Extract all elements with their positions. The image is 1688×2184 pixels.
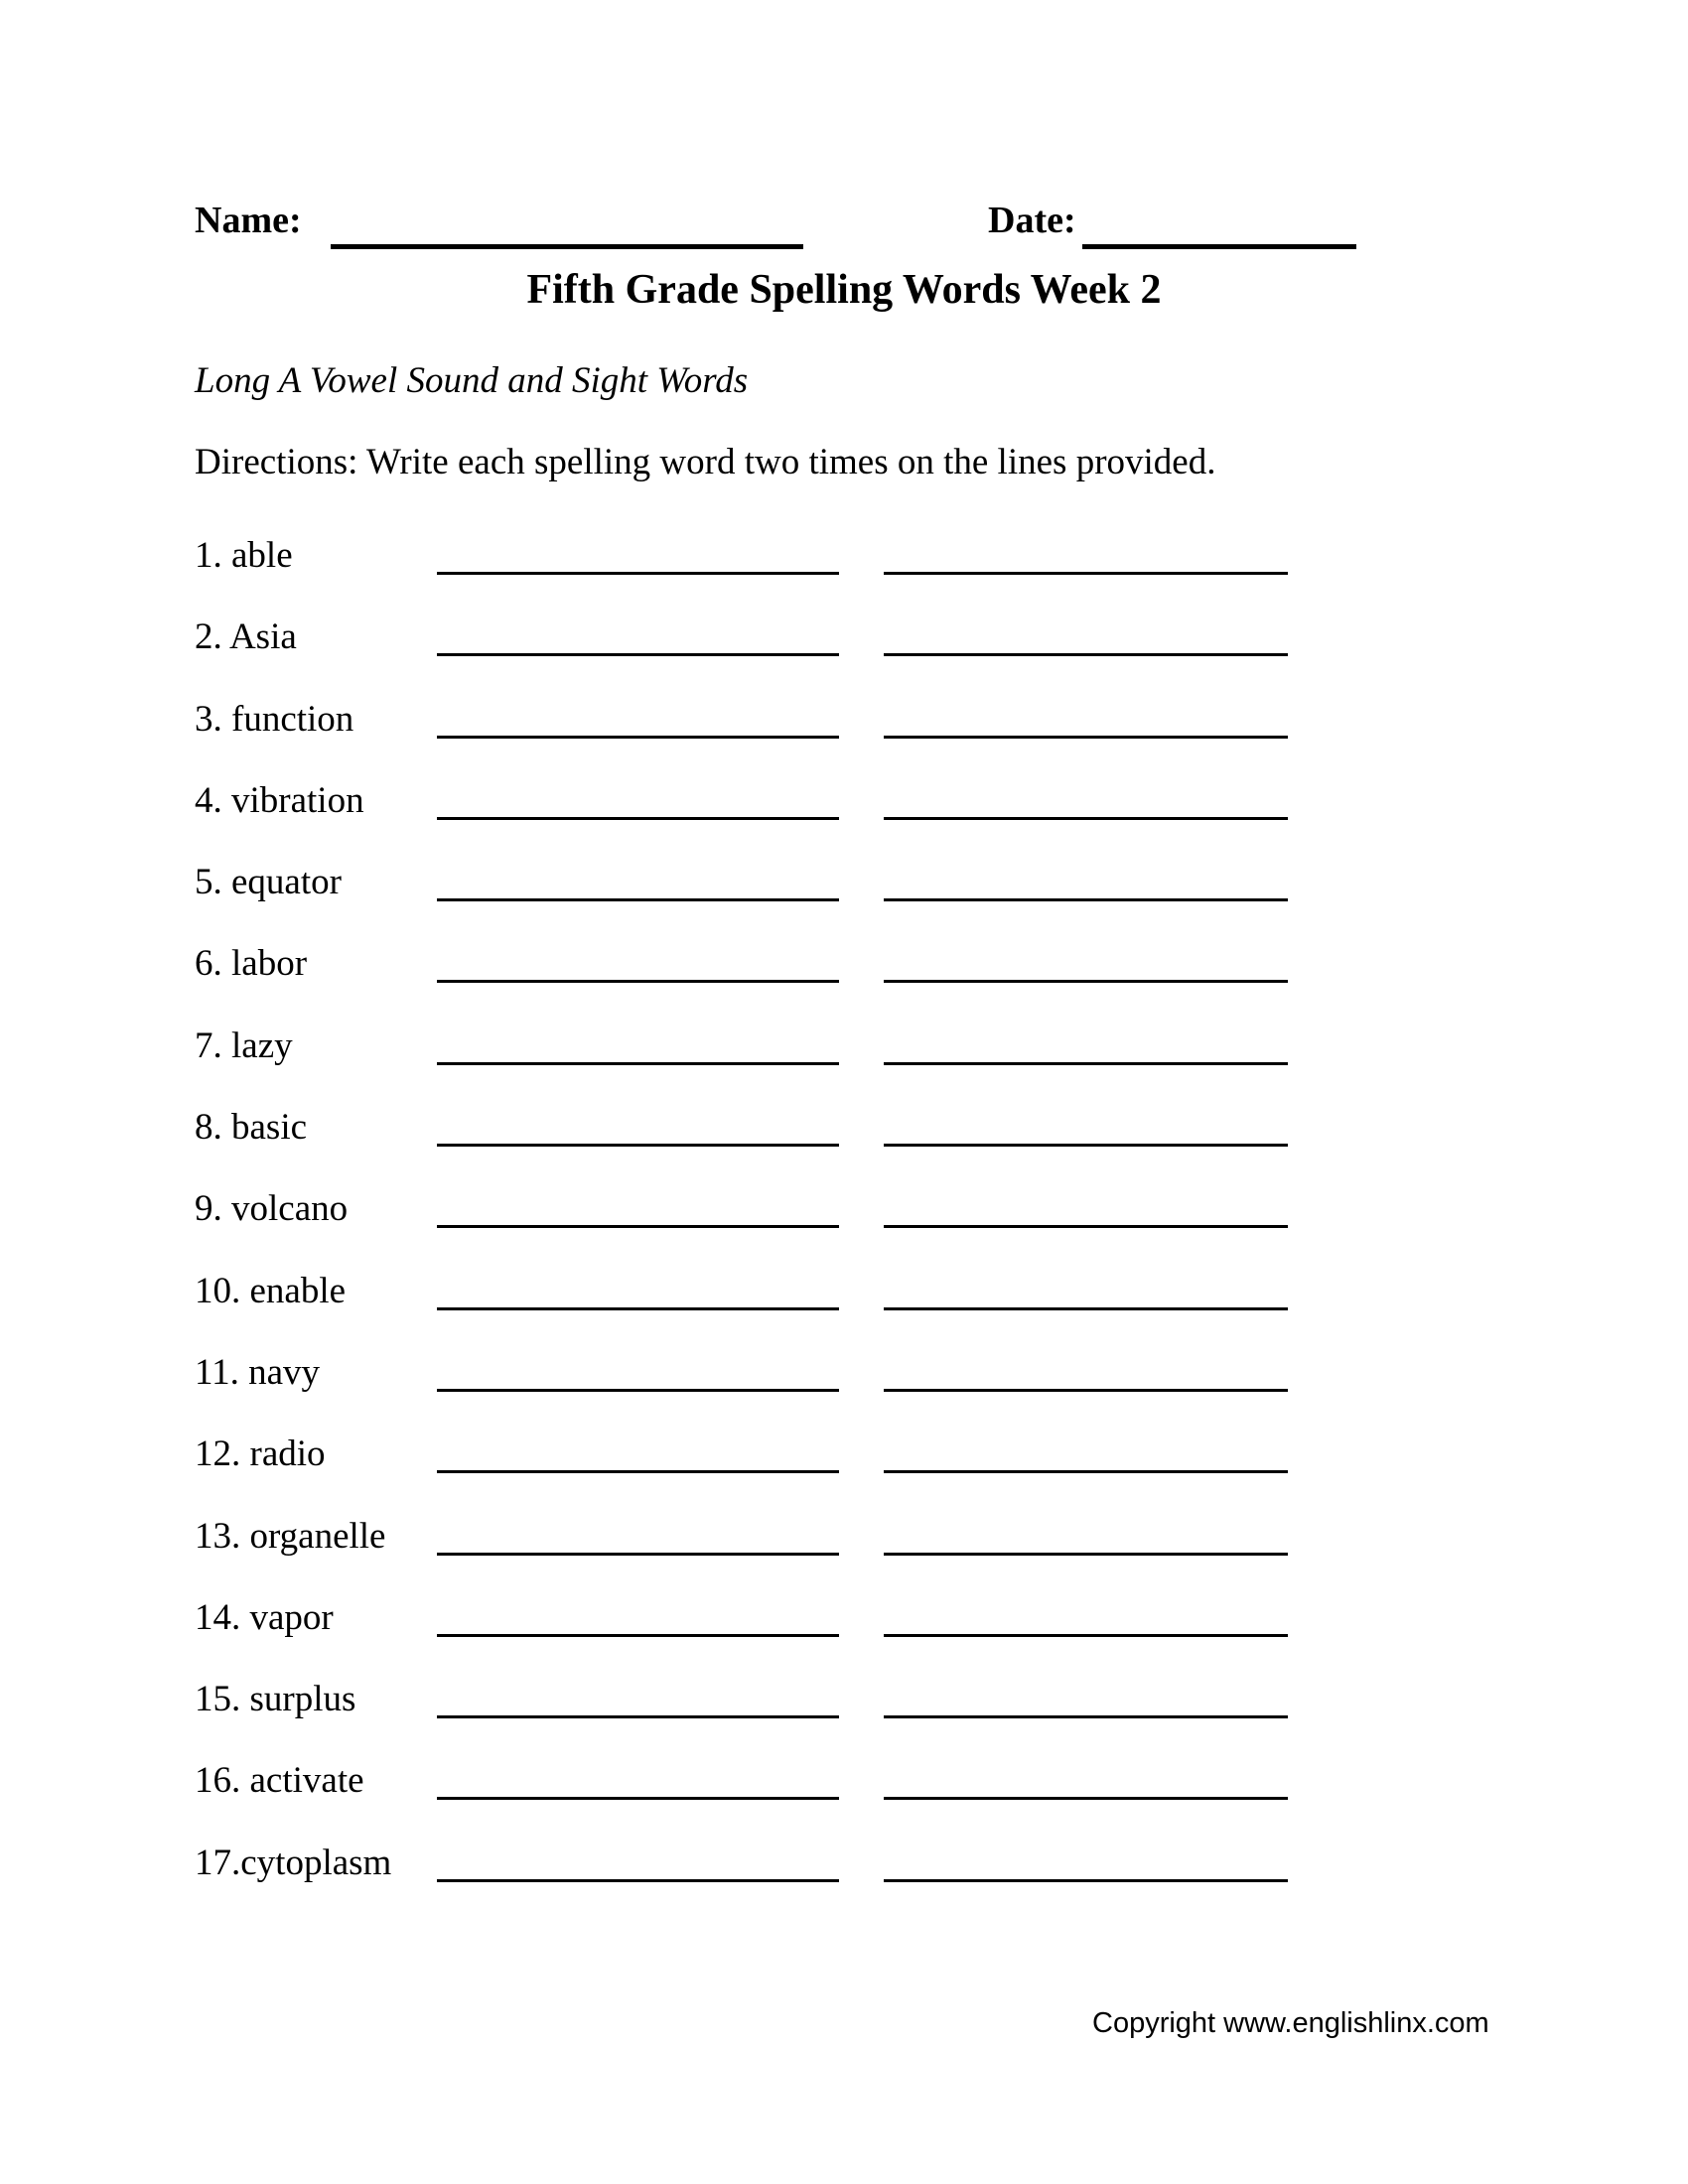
practice-line-1 (437, 736, 839, 739)
practice-line-2 (884, 1470, 1288, 1473)
word-label: 5. equator (195, 862, 342, 903)
word-row (195, 771, 1297, 853)
practice-line-1 (437, 653, 839, 656)
practice-line-1 (437, 898, 839, 901)
word-label: 12. radio (195, 1433, 326, 1475)
word-row (195, 690, 1297, 771)
name-blank-line (331, 244, 803, 249)
practice-line-1 (437, 1307, 839, 1310)
word-row (195, 1179, 1297, 1261)
word-row (195, 1588, 1297, 1670)
date-label: Date: (988, 200, 1076, 241)
practice-line-1 (437, 1470, 839, 1473)
practice-line-2 (884, 1225, 1288, 1228)
practice-line-2 (884, 736, 1288, 739)
practice-line-1 (437, 1634, 839, 1637)
word-row (195, 526, 1297, 608)
word-label: 3. function (195, 698, 354, 740)
word-list (195, 526, 1297, 1915)
practice-line-2 (884, 980, 1288, 983)
word-row (195, 1098, 1297, 1179)
practice-line-1 (437, 817, 839, 820)
word-row (195, 1425, 1297, 1506)
word-row (195, 1017, 1297, 1098)
word-row (195, 1751, 1297, 1833)
practice-line-1 (437, 1389, 839, 1392)
word-row (195, 1834, 1297, 1915)
word-label: 1. able (195, 535, 293, 576)
practice-line-2 (884, 1634, 1288, 1637)
practice-line-1 (437, 1879, 839, 1882)
practice-line-2 (884, 1062, 1288, 1065)
word-row (195, 608, 1297, 689)
practice-line-1 (437, 572, 839, 575)
practice-line-1 (437, 1062, 839, 1065)
practice-line-2 (884, 817, 1288, 820)
word-label: 16. activate (195, 1760, 364, 1802)
practice-line-2 (884, 1715, 1288, 1718)
practice-line-1 (437, 1225, 839, 1228)
word-label: 9. volcano (195, 1188, 349, 1230)
directions-text: Directions: Write each spelling word two times on the lines provided. (195, 442, 1216, 482)
word-row (195, 1507, 1297, 1588)
word-row (195, 934, 1297, 1016)
word-label: 15. surplus (195, 1679, 356, 1720)
word-label: 11. navy (195, 1351, 321, 1393)
word-label: 14. vapor (195, 1596, 334, 1638)
practice-line-2 (884, 1879, 1288, 1882)
word-label: 2. Asia (195, 616, 297, 658)
word-label: 10. enable (195, 1270, 347, 1311)
word-row (195, 853, 1297, 934)
word-row (195, 1670, 1297, 1751)
practice-line-1 (437, 1797, 839, 1800)
lesson-subtitle: Long A Vowel Sound and Sight Words (195, 360, 749, 401)
practice-line-2 (884, 1797, 1288, 1800)
practice-line-2 (884, 1389, 1288, 1392)
word-label: 13. organelle (195, 1515, 386, 1557)
practice-line-2 (884, 898, 1288, 901)
word-label: 7. lazy (195, 1024, 293, 1066)
name-label: Name: (195, 200, 302, 241)
practice-line-1 (437, 1144, 839, 1147)
word-label: 6. labor (195, 943, 308, 985)
date-blank-line (1082, 244, 1356, 249)
practice-line-2 (884, 653, 1288, 656)
word-label: 17.cytoplasm (195, 1842, 392, 1883)
practice-line-2 (884, 572, 1288, 575)
practice-line-2 (884, 1553, 1288, 1556)
practice-line-2 (884, 1144, 1288, 1147)
practice-line-1 (437, 980, 839, 983)
practice-line-1 (437, 1715, 839, 1718)
word-label: 4. vibration (195, 779, 364, 821)
page-title: Fifth Grade Spelling Words Week 2 (526, 267, 1162, 313)
practice-line-2 (884, 1307, 1288, 1310)
word-row (195, 1343, 1297, 1425)
word-row (195, 1262, 1297, 1343)
practice-line-1 (437, 1553, 839, 1556)
word-label: 8. basic (195, 1107, 308, 1149)
copyright-text: Copyright www.englishlinx.com (1092, 2007, 1489, 2039)
